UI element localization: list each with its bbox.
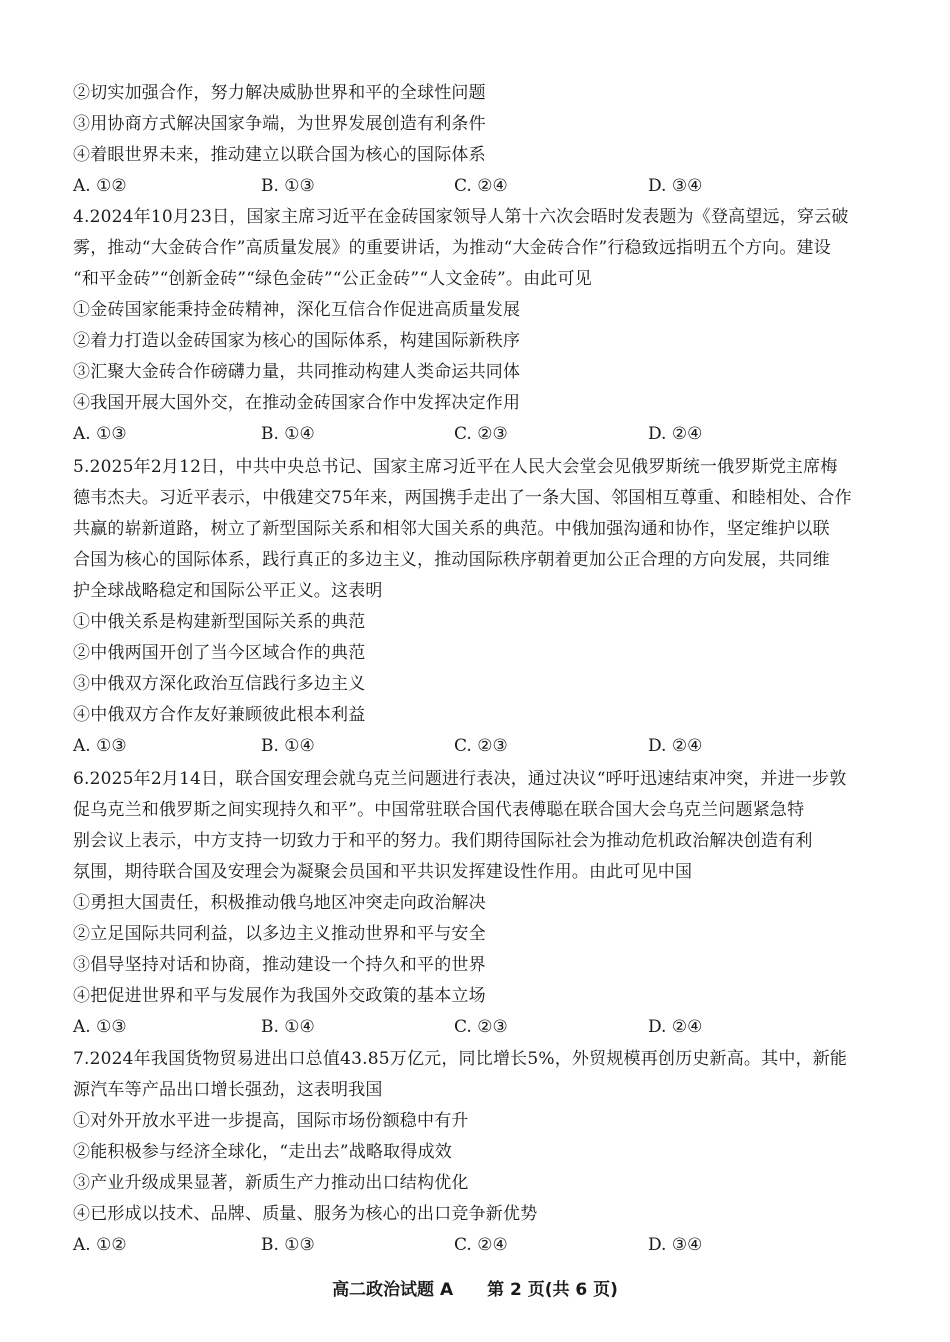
q7-option-2: ②能积极参与经济全球化，“走出去”战略取得成效 xyxy=(73,1142,452,1162)
q5-option-3: ③中俄双方深化政治互信践行多边主义 xyxy=(73,674,366,694)
q4-option-2: ②着力打造以金砖国家为核心的国际体系，构建国际新秩序 xyxy=(73,331,521,351)
q6-option-1: ①勇担大国责任，积极推动俄乌地区冲突走向政治解决 xyxy=(73,893,486,913)
q6-option-4: ④把促进世界和平与发展作为我国外交政策的基本立场 xyxy=(73,986,486,1006)
q7-stem-line-1: 7.2024年我国货物贸易进出口总值43.85万亿元，同比增长5%，外贸规模再创历史新高。其中，新能 xyxy=(73,1049,848,1069)
q7-choice-a: A. ①② xyxy=(73,1235,127,1255)
q3-choice-d: D. ③④ xyxy=(648,176,703,196)
q4-option-1: ①金砖国家能秉持金砖精神，深化互信合作促进高质量发展 xyxy=(73,300,521,320)
q4-choice-d: D. ②④ xyxy=(648,424,703,444)
q6-stem-line-2: 促乌克兰和俄罗斯之间实现持久和平”。中国常驻联合国代表傅聪在联合国大会乌克兰问题紧急特 xyxy=(73,800,805,820)
q5-choice-b: B. ①④ xyxy=(261,736,315,756)
q5-stem-line-2: 德韦杰夫。习近平表示，中俄建交75年来，两国携手走出了一条大国、邻国相互尊重、和睦相处、合作 xyxy=(73,488,852,508)
q4-option-3: ③汇聚大金砖合作磅礴力量，共同推动构建人类命运共同体 xyxy=(73,362,521,382)
q7-option-4: ④已形成以技术、品牌、质量、服务为核心的出口竞争新优势 xyxy=(73,1204,538,1224)
q4-stem-line-3: “和平金砖”“创新金砖”“绿色金砖”“公正金砖”“人文金砖”。由此可见 xyxy=(73,269,592,289)
q5-choice-a: A. ①③ xyxy=(73,736,127,756)
q5-choice-c: C. ②③ xyxy=(454,736,508,756)
q3-choices xyxy=(73,171,903,202)
q5-choice-d: D. ②④ xyxy=(648,736,703,756)
q5-option-1: ①中俄关系是构建新型国际关系的典范 xyxy=(73,612,366,632)
q4-choices xyxy=(73,419,903,450)
q6-option-2: ②立足国际共同利益，以多边主义推动世界和平与安全 xyxy=(73,924,486,944)
q7-stem-line-2: 源汽车等产品出口增长强劲，这表明我国 xyxy=(73,1080,383,1100)
q6-choice-a: A. ①③ xyxy=(73,1017,127,1037)
q3-choice-c: C. ②④ xyxy=(454,176,508,196)
q4-stem-line-2: 雾，推动“大金砖合作”高质量发展》的重要讲话，为推动“大金砖合作”行稳致远指明五个方向。建设 xyxy=(73,238,831,258)
q6-choice-c: C. ②③ xyxy=(454,1017,508,1037)
footer-subject: 高二政治试题 A xyxy=(332,1280,454,1300)
q7-choices xyxy=(73,1230,903,1261)
q5-stem-line-1: 5.2025年2月12日，中共中央总书记、国家主席习近平在人民大会堂会见俄罗斯统一俄罗斯党主席梅 xyxy=(73,457,838,477)
q3-choice-b: B. ①③ xyxy=(261,176,315,196)
q6-choice-b: B. ①④ xyxy=(261,1017,315,1037)
q3-option-4: ④着眼世界未来，推动建立以联合国为核心的国际体系 xyxy=(73,145,486,165)
q4-choice-a: A. ①③ xyxy=(73,424,127,444)
q5-option-2: ②中俄两国开创了当今区域合作的典范 xyxy=(73,643,366,663)
q6-stem-line-4: 氛围，期待联合国及安理会为凝聚会员国和平共识发挥建设性作用。由此可见中国 xyxy=(73,862,693,882)
q4-choice-b: B. ①④ xyxy=(261,424,315,444)
page-footer xyxy=(0,1275,950,1300)
q5-stem-line-3: 共赢的崭新道路，树立了新型国际关系和相邻大国关系的典范。中俄加强沟通和协作，坚定维护以联 xyxy=(73,519,830,539)
q7-option-1: ①对外开放水平进一步提高，国际市场份额稳中有升 xyxy=(73,1111,469,1131)
q5-option-4: ④中俄双方合作友好兼顾彼此根本利益 xyxy=(73,705,366,725)
q6-option-3: ③倡导坚持对话和协商，推动建设一个持久和平的世界 xyxy=(73,955,486,975)
q3-option-3: ③用协商方式解决国家争端，为世界发展创造有利条件 xyxy=(73,114,486,134)
q7-choice-d: D. ③④ xyxy=(648,1235,703,1255)
q7-option-3: ③产业升级成果显著，新质生产力推动出口结构优化 xyxy=(73,1173,469,1193)
q6-stem-line-3: 别会议上表示，中方支持一切致力于和平的努力。我们期待国际社会为推动危机政治解决创造有利 xyxy=(73,831,813,851)
q7-choice-c: C. ②④ xyxy=(454,1235,508,1255)
q3-option-2: ②切实加强合作，努力解决威胁世界和平的全球性问题 xyxy=(73,83,486,103)
q5-stem-line-4: 合国为核心的国际体系，践行真正的多边主义，推动国际秩序朝着更加公正合理的方向发展，共同维 xyxy=(73,550,830,570)
q5-stem-line-5: 护全球战略稳定和国际公平正义。这表明 xyxy=(73,581,383,601)
q4-stem-line-1: 4.2024年10月23日，国家主席习近平在金砖国家领导人第十六次会晤时发表题为《登高望远，穿云破 xyxy=(73,207,849,227)
q4-choice-c: C. ②③ xyxy=(454,424,508,444)
q4-option-4: ④我国开展大国外交，在推动金砖国家合作中发挥决定作用 xyxy=(73,393,521,413)
q6-choices xyxy=(73,1012,903,1043)
q3-choice-a: A. ①② xyxy=(73,176,127,196)
q6-stem-line-1: 6.2025年2月14日，联合国安理会就乌克兰问题进行表决，通过决议“呼吁迅速结束冲突，并进一步敦 xyxy=(73,769,847,789)
q6-choice-d: D. ②④ xyxy=(648,1017,703,1037)
q5-choices xyxy=(73,731,903,762)
q7-choice-b: B. ①③ xyxy=(261,1235,315,1255)
footer-page-number: 第 2 页(共 6 页) xyxy=(487,1280,618,1300)
